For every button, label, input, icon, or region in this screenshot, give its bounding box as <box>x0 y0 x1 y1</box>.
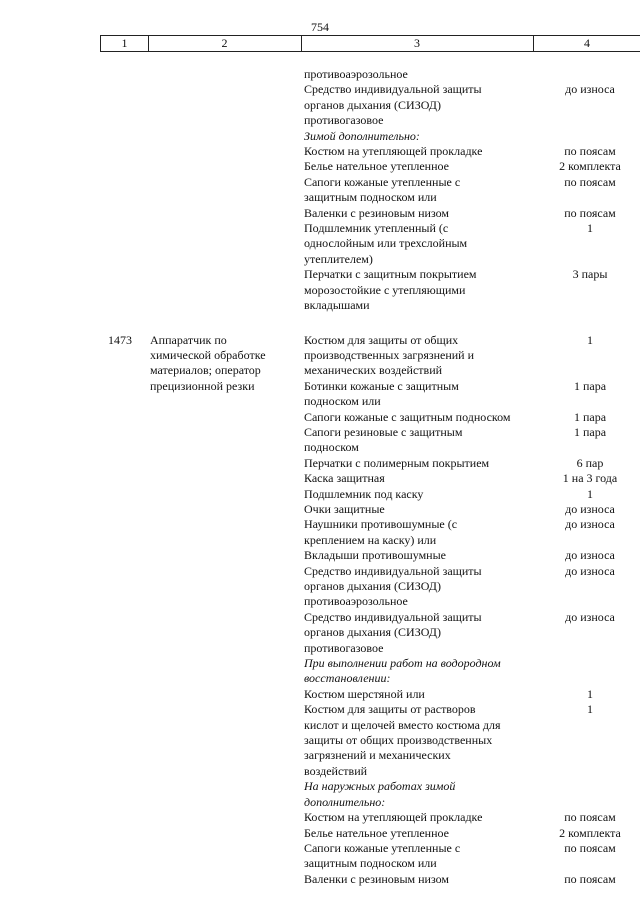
equipment-item <box>304 206 524 221</box>
table-row <box>0 687 640 702</box>
item-line: противогазовое <box>304 640 384 655</box>
issue-norm: по поясам <box>564 205 616 220</box>
issue-norm: по поясам <box>564 871 616 886</box>
equipment-item <box>304 610 524 656</box>
table-row <box>0 471 640 486</box>
equipment-item <box>304 872 524 887</box>
equipment-item <box>304 82 524 128</box>
table-row <box>0 517 640 548</box>
profession-line: химической обработке <box>150 347 266 362</box>
item-line: восстановлении: <box>304 671 391 686</box>
issue-norm: по поясам <box>564 174 616 189</box>
issue-norm: по поясам <box>564 840 616 855</box>
table-row <box>0 159 640 174</box>
equipment-item <box>304 175 524 206</box>
issue-norm: 2 комплекта <box>559 159 621 174</box>
item-line: При выполнении работ на водородном <box>304 656 501 671</box>
equipment-item <box>304 517 524 548</box>
column-header-row <box>100 35 640 52</box>
issue-norm: 1 <box>587 686 593 701</box>
item-line: противогазовое <box>304 113 384 128</box>
issue-norm: 1 на 3 года <box>562 471 618 486</box>
section-note <box>304 129 524 144</box>
equipment-item <box>304 687 524 702</box>
equipment-item <box>304 425 524 456</box>
table-row <box>0 221 640 267</box>
table-row <box>0 610 640 656</box>
item-line: Перчатки с защитным покрытием <box>304 267 477 282</box>
item-line: противоаэрозольное <box>304 67 408 81</box>
item-line: Белье нательное утепленное <box>304 825 449 840</box>
table-body <box>0 67 640 887</box>
item-line: креплением на каску) или <box>304 532 437 547</box>
table-row <box>0 779 640 810</box>
equipment-item <box>304 548 524 563</box>
table-row <box>0 410 640 425</box>
issue-norm: 1 пара <box>573 424 607 439</box>
column-header-1: 1 <box>121 36 128 50</box>
equipment-item <box>304 159 524 174</box>
item-line: Ботинки кожаные с защитным <box>304 378 459 393</box>
table-row <box>0 872 640 887</box>
issue-norm: до износа <box>565 548 615 563</box>
item-line: Валенки с резиновым низом <box>304 205 450 220</box>
item-line: защитным подноском или <box>304 856 437 871</box>
item-line: Белье нательное утепленное <box>304 159 449 174</box>
table-row <box>0 456 640 471</box>
issue-norm: до износа <box>565 501 615 516</box>
table-row <box>0 548 640 563</box>
item-line: защиты от общих производственных <box>304 733 493 748</box>
table-row <box>0 379 640 410</box>
equipment-item <box>304 841 524 872</box>
table-row <box>0 487 640 502</box>
equipment-item <box>304 267 524 313</box>
item-line: Костюм для защиты от растворов <box>304 702 476 717</box>
item-line: На наружных работах зимой <box>304 779 456 794</box>
item-line: Сапоги кожаные с защитным подноском <box>304 409 511 424</box>
item-line: производственных загрязнений и <box>304 347 475 362</box>
table-row <box>0 656 640 687</box>
item-line: Сапоги кожаные утепленные с <box>304 840 461 855</box>
item-line: загрязнений и механических <box>304 748 451 763</box>
item-line: Сапоги кожаные утепленные с <box>304 174 461 189</box>
issue-norm: до износа <box>565 563 615 578</box>
item-line: подноском или <box>304 394 381 409</box>
issue-norm: 2 комплекта <box>559 825 621 840</box>
item-line: Средство индивидуальной защиты <box>304 82 482 97</box>
equipment-item <box>304 410 524 425</box>
item-line: защитным подноском или <box>304 190 437 205</box>
profession-line: Аппаратчик по <box>150 332 227 347</box>
issue-norm: по поясам <box>564 810 616 825</box>
equipment-item <box>304 564 524 610</box>
table-row <box>0 826 640 841</box>
item-line: дополнительно: <box>304 794 386 809</box>
equipment-item <box>304 487 524 502</box>
item-line: Костюм шерстяной или <box>304 686 425 701</box>
equipment-item <box>304 471 524 486</box>
item-line: Сапоги резиновые с защитным <box>304 424 463 439</box>
equipment-item <box>304 221 524 267</box>
table-row <box>0 82 640 128</box>
table-row <box>0 267 640 313</box>
table-row <box>0 206 640 221</box>
item-line: органов дыхания (СИЗОД) <box>304 579 441 593</box>
issue-norm: по поясам <box>564 144 616 159</box>
table-row <box>0 702 640 779</box>
item-line: воздействий <box>304 763 368 778</box>
table-row <box>0 129 640 144</box>
issue-norm: 1 <box>587 702 593 717</box>
item-line: Зимой дополнительно: <box>304 128 420 143</box>
item-line: морозостойкие с утепляющими <box>304 282 466 297</box>
equipment-item <box>304 810 524 825</box>
table-row <box>0 841 640 872</box>
item-line: Валенки с резиновым низом <box>304 871 450 886</box>
item-line: Подшлемник под каску <box>304 486 424 501</box>
item-line: Средство индивидуальной защиты <box>304 609 482 624</box>
item-line: подноском <box>304 440 359 455</box>
table-row <box>0 175 640 206</box>
section-note <box>304 779 524 810</box>
issue-norm: 1 пара <box>573 378 607 393</box>
issue-norm: до износа <box>565 82 615 97</box>
item-line: органов дыхания (СИЗОД) <box>304 97 441 112</box>
table-row <box>0 810 640 825</box>
issue-norm: 1 <box>587 221 593 236</box>
item-line: Костюм на утепляющей прокладке <box>304 144 483 159</box>
table-row <box>0 502 640 517</box>
item-line: Наушники противошумные (с <box>304 517 458 532</box>
table-row <box>0 67 640 82</box>
equipment-item <box>304 826 524 841</box>
item-line: противоаэрозольное <box>304 594 408 609</box>
row-number: 1473 <box>108 332 132 347</box>
issue-norm: 1 <box>587 486 593 501</box>
equipment-item <box>304 379 524 410</box>
profession-line: материалов; оператор <box>150 363 261 378</box>
column-header-3: 3 <box>414 36 420 50</box>
column-header-4: 4 <box>584 36 590 50</box>
item-line: Костюм на утепляющей прокладке <box>304 810 483 825</box>
item-line: Каска защитная <box>304 471 385 486</box>
item-line: кислот и щелочей вместо костюма для <box>304 717 501 732</box>
equipment-item <box>304 67 524 82</box>
table-row <box>0 564 640 610</box>
issue-norm: 1 <box>587 332 593 347</box>
item-line: Средство индивидуальной защиты <box>304 563 482 578</box>
issue-norm: 1 пара <box>573 409 607 424</box>
section-note <box>304 656 524 687</box>
table-row <box>0 144 640 159</box>
issue-norm: до износа <box>565 517 615 532</box>
item-line: однослойным или трехслойным <box>304 236 468 251</box>
equipment-item <box>304 333 524 379</box>
item-line: Вкладыши противошумные <box>304 548 446 563</box>
item-line: вкладышами <box>304 298 370 313</box>
issue-norm: до износа <box>565 609 615 624</box>
item-line: механических воздействий <box>304 363 443 378</box>
column-header-2: 2 <box>221 36 228 50</box>
item-line: Очки защитные <box>304 501 385 516</box>
equipment-item <box>304 144 524 159</box>
issue-norm: 6 пар <box>576 455 604 470</box>
equipment-item <box>304 502 524 517</box>
table-row <box>0 425 640 456</box>
profession-line: прецизионной резки <box>150 378 255 393</box>
item-line: Подшлемник утепленный (с <box>304 221 449 236</box>
item-line: утеплителем) <box>304 251 373 266</box>
equipment-item <box>304 456 524 471</box>
issue-norm: 3 пары <box>572 267 608 282</box>
item-line: Костюм для защиты от общих <box>304 332 459 347</box>
item-line: Перчатки с полимерным покрытием <box>304 455 490 470</box>
equipment-item <box>304 702 524 779</box>
item-line: органов дыхания (СИЗОД) <box>304 625 441 640</box>
page-number: 754 <box>311 20 329 34</box>
